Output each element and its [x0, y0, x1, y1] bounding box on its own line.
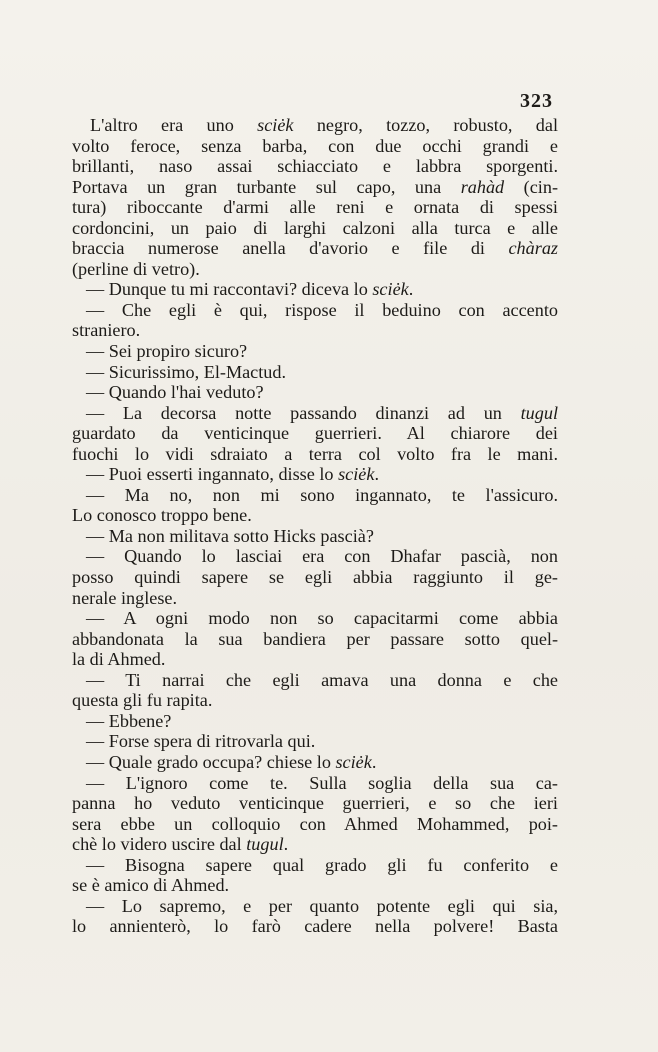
body-text	[72, 115, 558, 937]
text-line: se è amico di Ahmed.	[72, 875, 230, 896]
text-line: — Che egli è qui, rispose il beduino con accento	[86, 299, 558, 320]
text-line: tura) riboccante d'armi alle reni e ornata di spessi	[72, 197, 558, 218]
text-line: guardato da venticinque guerrieri. Al chiarore dei	[72, 423, 558, 444]
text-line: panna ho veduto venticinque guerrieri, e so che ieri	[72, 793, 558, 814]
text-line: (perline di vetro).	[72, 258, 200, 279]
text-line: la di Ahmed.	[72, 649, 166, 670]
text-line: — Quale grado occupa? chiese lo sciėk.	[86, 751, 377, 772]
text-line: chè lo videro uscire dal tugul.	[72, 834, 289, 855]
text-line: Portava un gran turbante sul capo, una rahàd (cin-	[72, 176, 558, 197]
text-line: questa gli fu rapita.	[72, 690, 213, 711]
text-line: — Ti narrai che egli amava una donna e che	[86, 669, 558, 690]
text-line: — Puoi esserti ingannato, disse lo sciėk.	[86, 464, 379, 485]
text-line: — Sicurissimo, El-Mactud.	[86, 361, 287, 382]
text-line: — Bisogna sapere qual grado gli fu conferito e	[86, 854, 558, 875]
text-line: — Ma no, non mi sono ingannato, te l'assicuro.	[86, 484, 558, 505]
text-line: straniero.	[72, 320, 141, 341]
text-line: — Lo sapremo, e per quanto potente egli qui sia,	[86, 895, 558, 916]
text-line: cordoncini, un paio di larghi calzoni alla turca e alle	[72, 217, 558, 238]
text-line: — Quando lo lasciai era con Dhafar pascià, non	[86, 546, 558, 567]
text-line: — Dunque tu mi raccontavi? diceva lo sciėk.	[86, 279, 414, 300]
text-line: L'altro era uno sciėk negro, tozzo, robusto, dal	[90, 115, 559, 135]
text-line: — Ma non militava sotto Hicks pascià?	[86, 525, 374, 546]
page-number: 323	[520, 90, 553, 112]
text-line: — Sei propiro sicuro?	[86, 341, 248, 362]
text-line: braccia numerose anella d'avorio e file di chàraz	[72, 238, 558, 259]
text-line: nerale inglese.	[72, 587, 178, 608]
text-line: — Quando l'hai veduto?	[86, 382, 264, 403]
text-line: — A ogni modo non so capacitarmi come abbia	[86, 608, 558, 629]
text-line: — Forse spera di ritrovarla qui.	[86, 731, 316, 752]
text-line: — Ebbene?	[86, 710, 172, 731]
text-line: lo annienterò, lo farò cadere nella polvere! Basta	[72, 916, 558, 937]
text-line: sera ebbe un colloquio con Ahmed Mohammed, poi-	[72, 813, 558, 834]
text-line: brillanti, naso assai schiacciato e labbra sporgenti.	[72, 156, 558, 177]
text-line: — L'ignoro come te. Sulla soglia della sua ca-	[86, 772, 558, 793]
text-line: Lo conosco troppo bene.	[72, 505, 252, 526]
text-line: fuochi lo vidi sdraiato a terra col volto fra le mani.	[72, 443, 558, 464]
text-line: volto feroce, senza barba, con due occhi grandi e	[72, 135, 558, 156]
text-line: — La decorsa notte passando dinanzi ad un tugul	[86, 402, 558, 423]
text-line: posso quindi sapere se egli abbia raggiunto il ge-	[72, 567, 558, 588]
text-line: abbandonata la sua bandiera per passare sotto quel-	[72, 628, 558, 649]
